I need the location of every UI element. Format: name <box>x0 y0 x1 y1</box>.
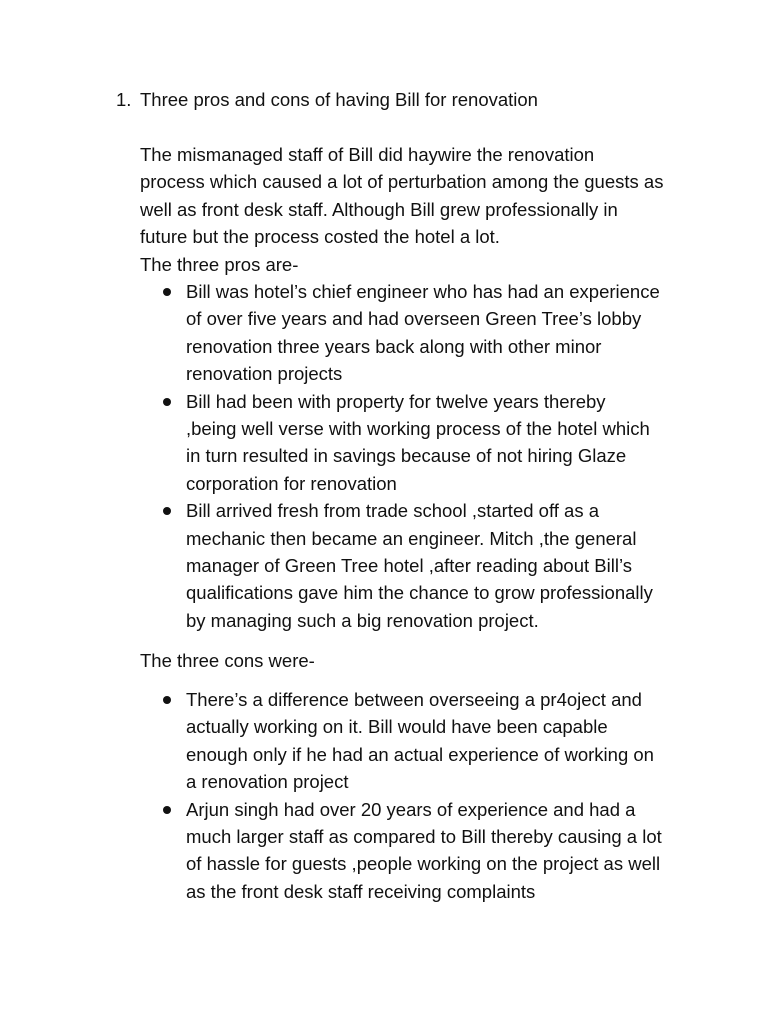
bullet-icon <box>163 288 171 296</box>
list-item-line: qualifications gave him the chance to grow professionally <box>186 582 653 604</box>
list-item-line: enough only if he had an actual experience of working on <box>186 743 654 765</box>
list-item-line: Bill arrived fresh from trade school ,started off as a <box>186 500 600 522</box>
list-item-line: mechanic then became an engineer. Mitch ,the general <box>186 527 637 549</box>
intro-line: process which caused a lot of perturbation among the guests as <box>140 171 664 193</box>
pros-list <box>160 278 720 634</box>
list-item-line: much larger staff as compared to Bill thereby causing a lot <box>186 826 662 848</box>
list-item <box>160 497 720 634</box>
list-item <box>160 388 720 498</box>
list-item-line: renovation projects <box>186 363 343 385</box>
cons-list <box>160 686 720 905</box>
list-item-line: corporation for renovation <box>186 472 397 494</box>
list-item-line: as the front desk staff receiving complaints <box>186 880 536 902</box>
cons-heading <box>140 647 700 674</box>
list-item-line: in turn resulted in savings because of not hiring Glaze <box>186 445 627 467</box>
list-item <box>160 278 720 388</box>
list-item-line: manager of Green Tree hotel ,after reading about Bill’s <box>186 555 632 577</box>
heading-text: Three pros and cons of having Bill for renovation <box>140 89 538 110</box>
list-item-line: Bill had been with property for twelve years thereby <box>186 390 606 412</box>
list-item-line: a renovation project <box>186 771 349 793</box>
bullet-icon <box>163 398 171 406</box>
list-item <box>160 796 720 906</box>
intro-paragraph <box>140 141 700 278</box>
list-item-line: of hassle for guests ,people working on the project as well <box>186 853 661 875</box>
section-heading <box>116 88 538 112</box>
list-item-line: Arjun singh had over 20 years of experience and had a <box>186 798 636 820</box>
intro-line: future but the process costed the hotel a lot. <box>140 226 500 248</box>
list-item-line: There’s a difference between overseeing a pr4oject and <box>186 689 642 710</box>
cons-label: The three cons were- <box>140 650 315 671</box>
bullet-icon <box>163 696 171 704</box>
list-item-line: Bill was hotel’s chief engineer who has had an experience <box>186 281 660 302</box>
pros-label: The three pros are- <box>140 253 299 275</box>
heading-number: 1. <box>116 89 132 110</box>
list-item-line: of over five years and had overseen Green Tree’s lobby <box>186 308 642 330</box>
intro-line: The mismanaged staff of Bill did haywire the renovation <box>140 144 595 165</box>
intro-line: well as front desk staff. Although Bill grew professionally in <box>140 198 618 220</box>
list-item-line: ,being well verse with working process of the hotel which <box>186 418 650 440</box>
list-item-line: by managing such a big renovation project. <box>186 609 539 631</box>
bullet-icon <box>163 507 171 515</box>
bullet-icon <box>163 806 171 814</box>
list-item-line: renovation three years back along with other minor <box>186 335 602 357</box>
list-item-line: actually working on it. Bill would have been capable <box>186 716 608 738</box>
list-item <box>160 686 720 796</box>
